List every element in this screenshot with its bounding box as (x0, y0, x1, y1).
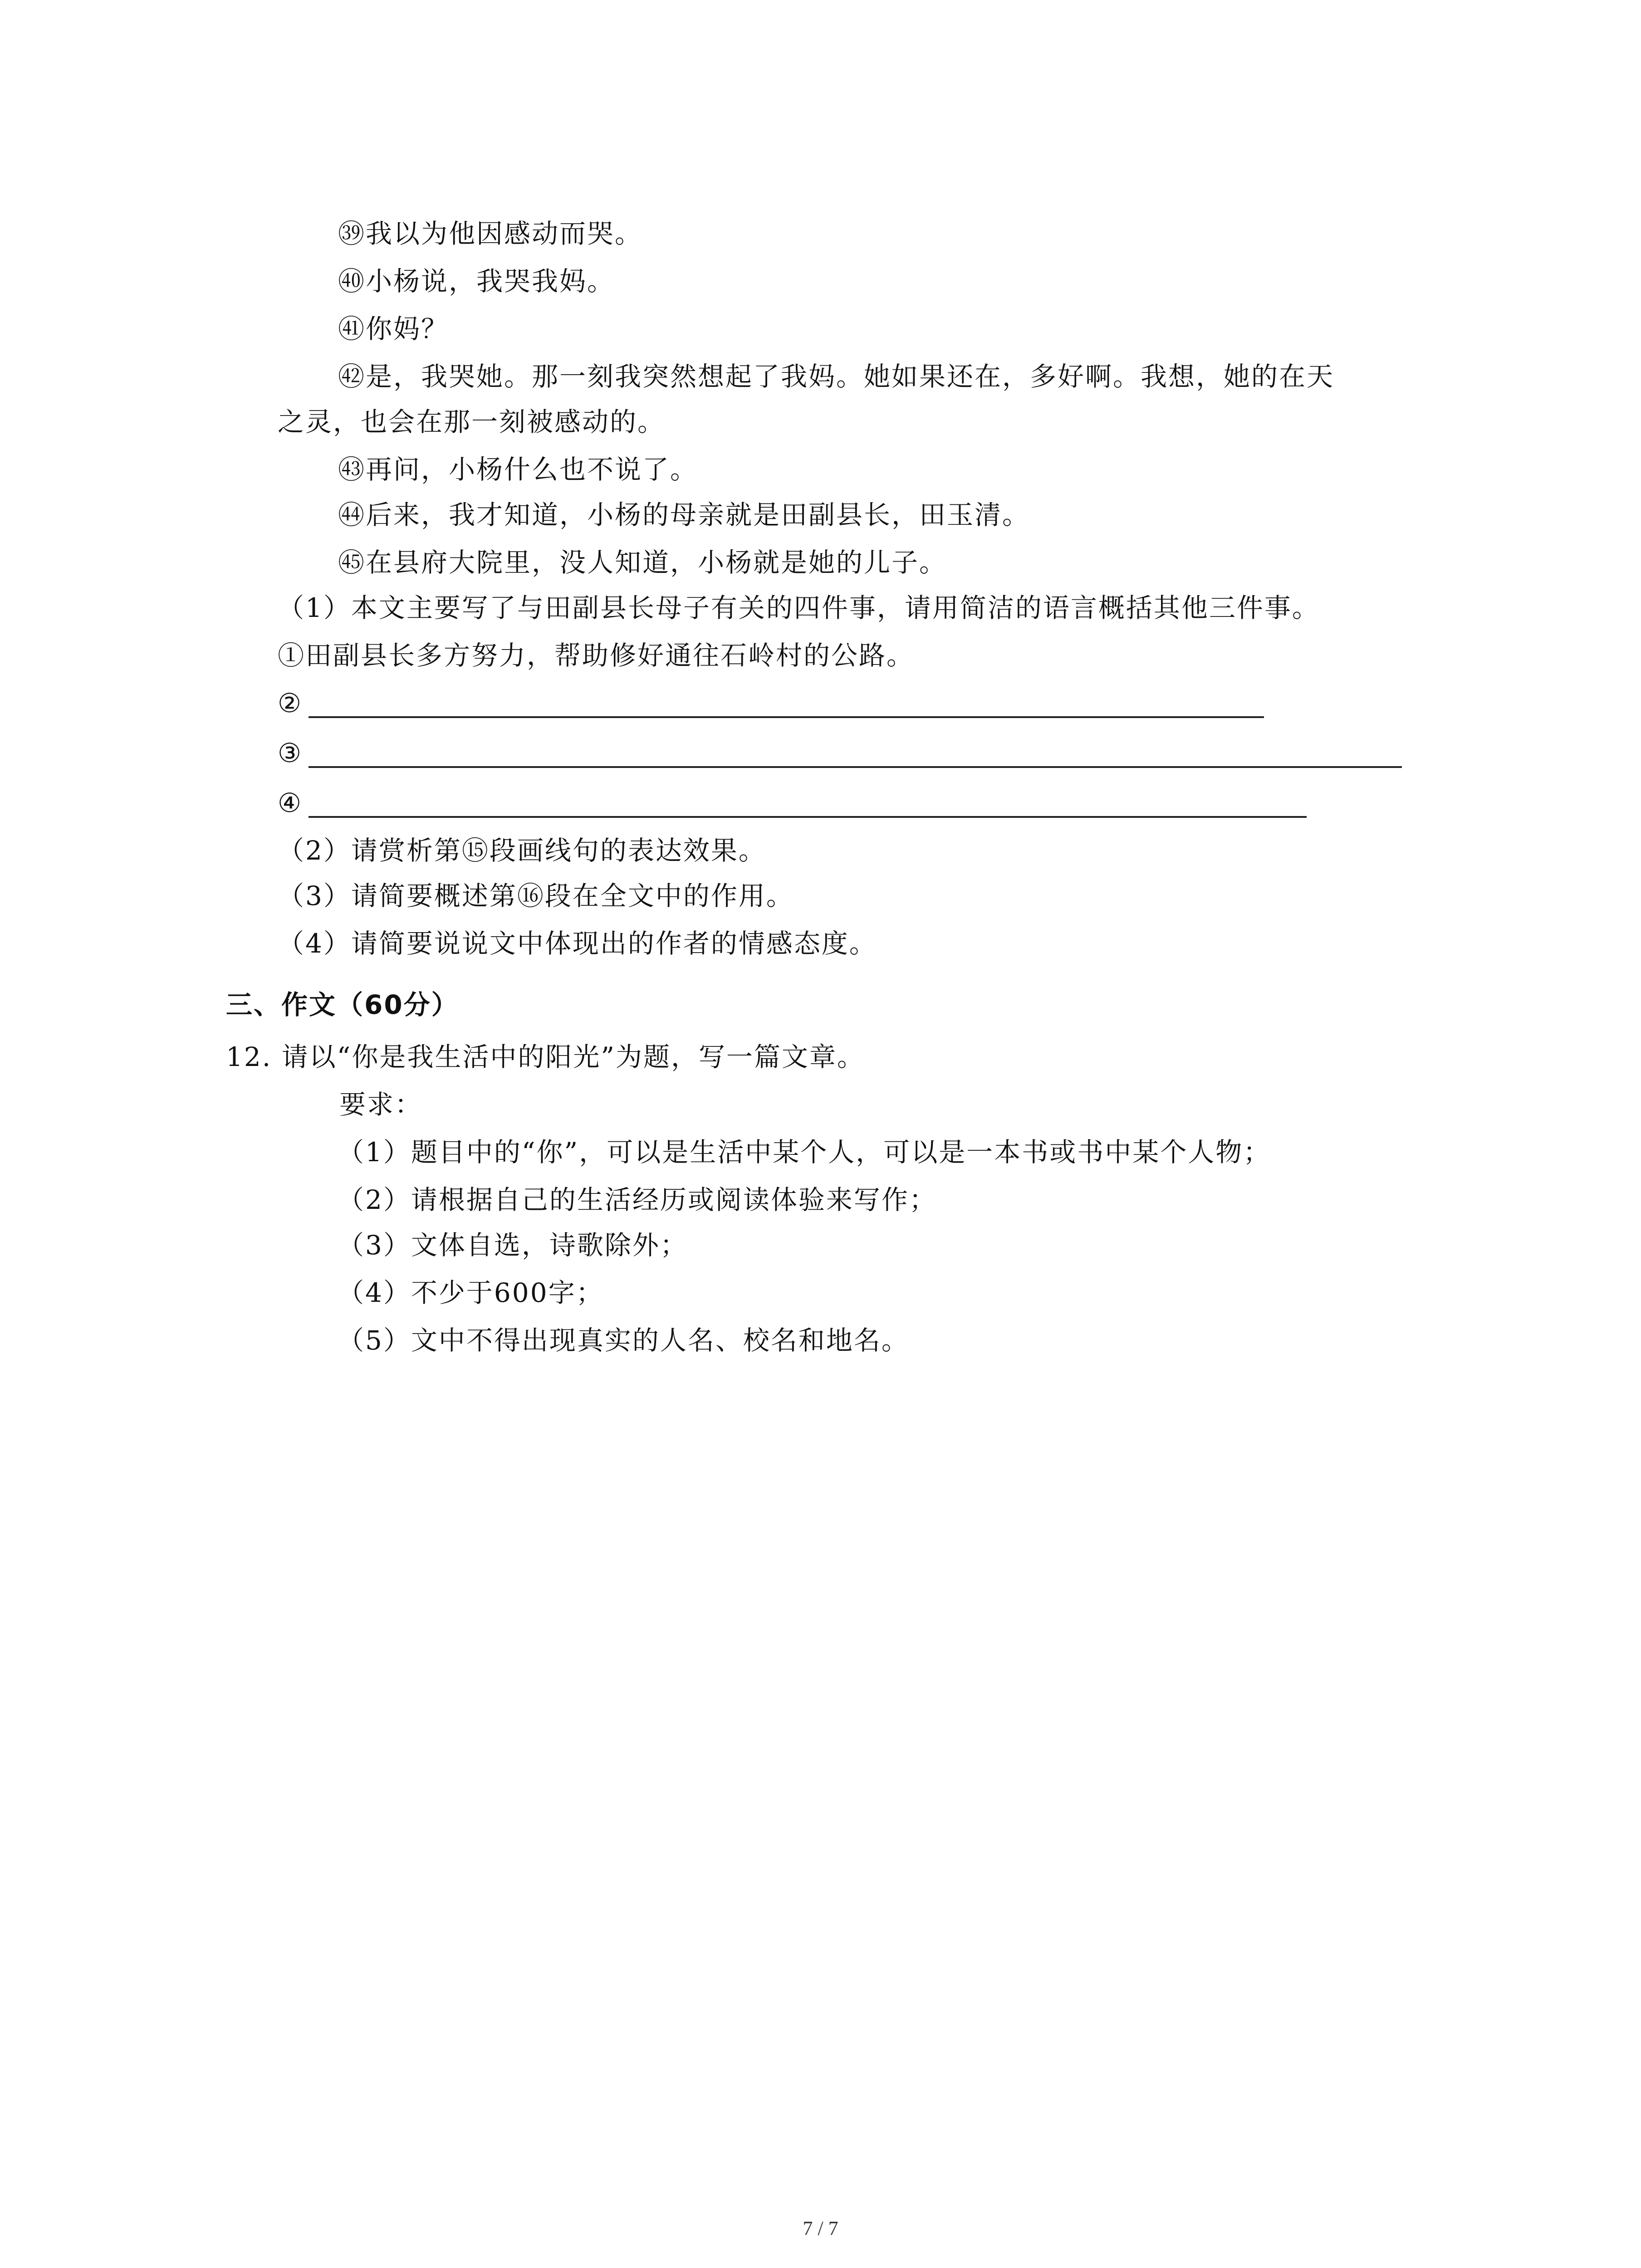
question-4: （4）请简要说说文中体现出的作者的情感态度。 (278, 928, 877, 959)
composition-prompt: 12. 请以“你是我生活中的阳光”为题，写一篇文章。 (226, 1041, 865, 1072)
answer-blank-3[interactable] (278, 737, 1412, 769)
answer-line (309, 766, 1402, 768)
story-paragraph-39: ㊴我以为他因感动而哭。 (338, 218, 643, 249)
section-heading: 三、作文（60分） (226, 989, 459, 1020)
answer-line (309, 816, 1307, 818)
requirement-item: （4）不少于600字； (338, 1277, 604, 1308)
answer-blank-2[interactable] (278, 687, 1276, 719)
story-paragraph-40: ㊵小杨说，我哭我妈。 (338, 266, 615, 297)
page-number: 7 / 7 (803, 2217, 838, 2239)
requirement-item: （3）文体自选，诗歌除外； (338, 1230, 688, 1261)
requirements-label: 要求： (339, 1089, 423, 1120)
question-2: （2）请赏析第⑮段画线句的表达效果。 (278, 835, 766, 866)
story-paragraph-44: ㊹后来，我才知道，小杨的母亲就是田副县长，田玉清。 (338, 499, 1030, 530)
requirement-item: （2）请根据自己的生活经历或阅读体验来写作； (338, 1184, 937, 1215)
answer-line (309, 716, 1264, 718)
story-paragraph-42-continued: 之灵，也会在那一刻被感动的。 (278, 406, 666, 437)
story-paragraph-41: ㊶你妈？ (338, 313, 449, 344)
story-paragraph-42: ㊷是，我哭她。那一刻我突然想起了我妈。她如果还在，多好啊。我想，她的在天 (338, 361, 1335, 392)
answer-blank-label: ② (278, 688, 301, 719)
story-paragraph-45: ㊺在县府大院里，没人知道，小杨就是她的儿子。 (338, 547, 947, 578)
question-1-example-answer: ①田副县长多方努力，帮助修好通往石岭村的公路。 (278, 640, 915, 671)
answer-blank-4[interactable] (278, 787, 1321, 819)
requirement-item: （5）文中不得出现真实的人名、校名和地名。 (338, 1325, 909, 1356)
requirement-item: （1）题目中的“你”，可以是生活中某个人，可以是一本书或书中某个人物； (338, 1137, 1271, 1168)
story-paragraph-43: ㊸再问，小杨什么也不说了。 (338, 454, 698, 485)
question-1: （1）本文主要写了与田副县长母子有关的四件事，请用简洁的语言概括其他三件事。 (278, 592, 1320, 623)
answer-blank-label: ③ (278, 738, 301, 768)
answer-blank-label: ④ (278, 787, 301, 818)
question-3: （3）请简要概述第⑯段在全文中的作用。 (278, 880, 794, 911)
